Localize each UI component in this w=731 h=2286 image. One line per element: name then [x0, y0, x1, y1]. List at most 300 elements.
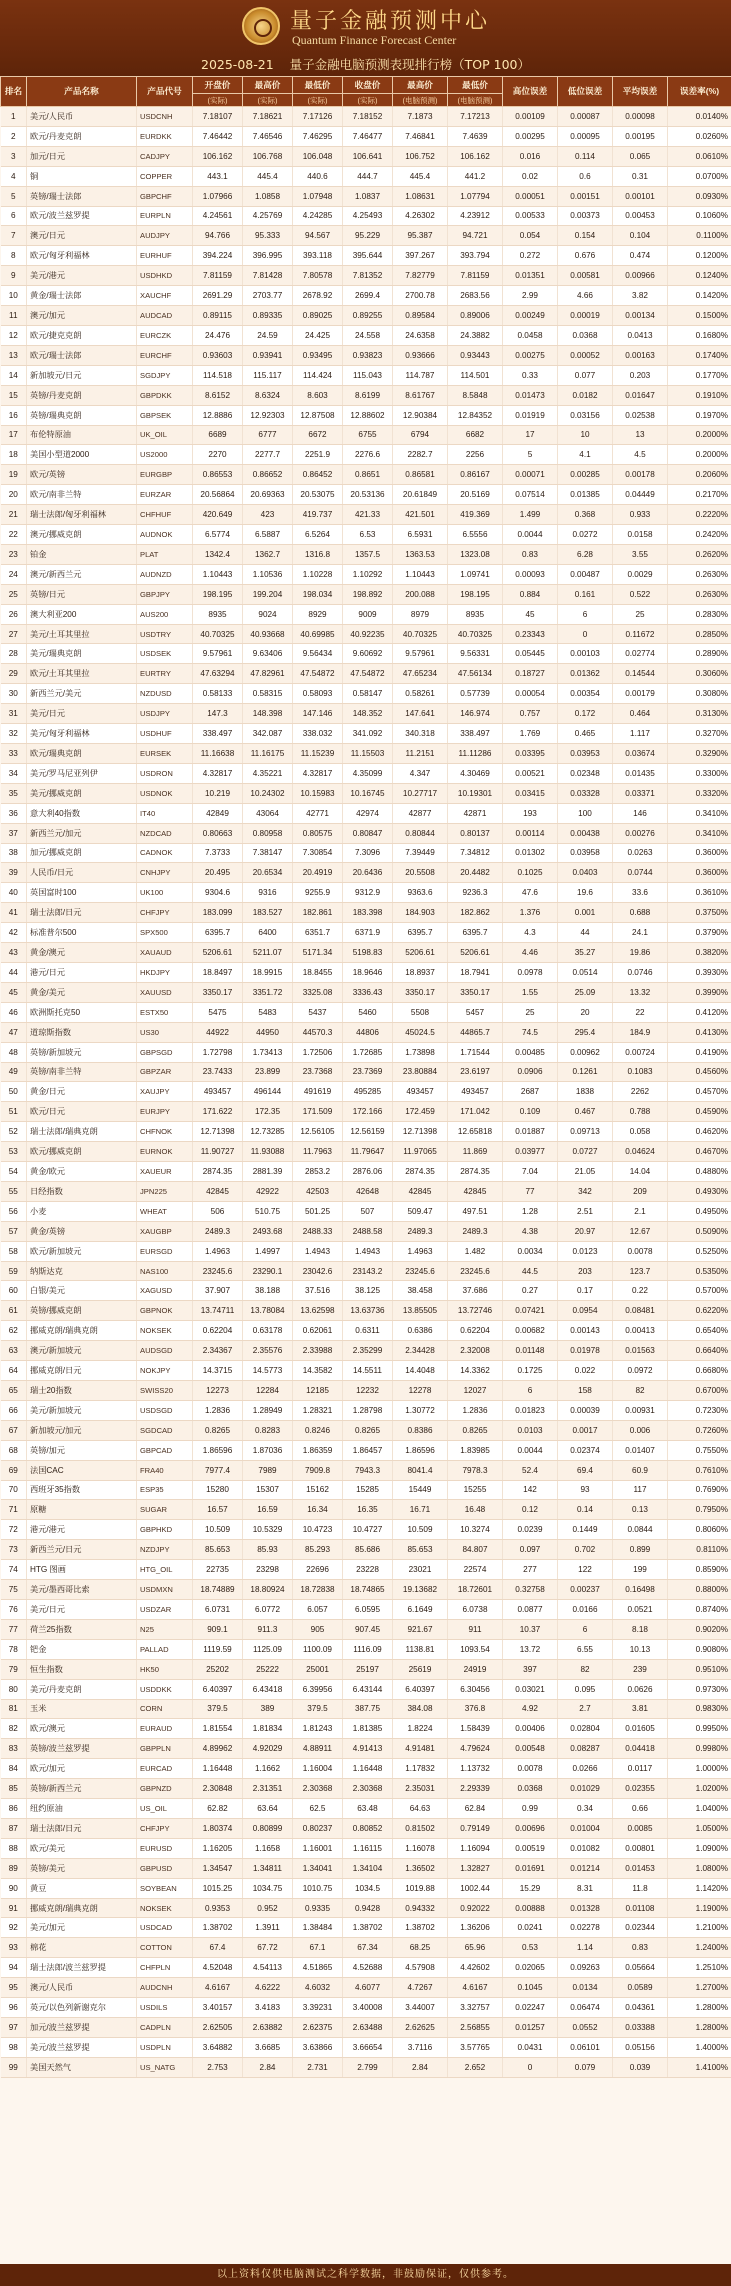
- cell-open: 147.3: [193, 704, 243, 724]
- cell-close: 0.89255: [343, 306, 393, 326]
- cell-err-low: 342: [558, 1181, 613, 1201]
- cell-pred-low: 2874.35: [448, 1162, 503, 1182]
- cell-low: 9.56434: [293, 644, 343, 664]
- cell-err-pct: 0.1970%: [668, 405, 731, 425]
- cell-name: 英镑/美元: [27, 1858, 137, 1878]
- cell-close: 1.86457: [343, 1440, 393, 1460]
- cell-err-low: 20.97: [558, 1221, 613, 1241]
- cell-name: 欧元/日元: [27, 1102, 137, 1122]
- cell-code: USDILS: [137, 1998, 193, 2018]
- cell-high: 7989: [243, 1460, 293, 1480]
- cell-name: 欧元/瑞士法郎: [27, 345, 137, 365]
- cell-pred-high: 5206.61: [393, 943, 448, 963]
- cell-pred-high: 1.73898: [393, 1042, 448, 1062]
- cell-code: USDCAD: [137, 1918, 193, 1938]
- table-row: [1, 2018, 731, 2038]
- cell-code: CHFPLN: [137, 1958, 193, 1978]
- cell-low: 14.3582: [293, 1361, 343, 1381]
- cell-code: XAUCHF: [137, 286, 193, 306]
- cell-name: 瑞士法郎/匈牙利福林: [27, 505, 137, 525]
- cell-high: 0.63178: [243, 1321, 293, 1341]
- cell-close: 1.72685: [343, 1042, 393, 1062]
- cell-low: 7.17126: [293, 107, 343, 127]
- cell-pred-high: 1.86596: [393, 1440, 448, 1460]
- cell-err-high: 0.03395: [503, 744, 558, 764]
- cell-name: 欧元/澳元: [27, 1719, 137, 1739]
- cell-close: 5198.83: [343, 943, 393, 963]
- table-row: [1, 1042, 731, 1062]
- cell-close: 18.74865: [343, 1580, 393, 1600]
- table-row: [1, 1221, 731, 1241]
- cell-close: 15285: [343, 1480, 393, 1500]
- table-row: [1, 1420, 731, 1440]
- cell-err-avg: 0.0263: [613, 843, 668, 863]
- cell-err-low: 0.09713: [558, 1122, 613, 1142]
- cell-err-low: 19.6: [558, 883, 613, 903]
- cell-pred-low: 8935: [448, 604, 503, 624]
- cell-name: 白银/美元: [27, 1281, 137, 1301]
- cell-name: 澳元/加元: [27, 306, 137, 326]
- cell-rank: 16: [1, 405, 27, 425]
- cell-err-low: 0.00373: [558, 206, 613, 226]
- cell-close: 3.40008: [343, 1998, 393, 2018]
- cell-err-low: 93: [558, 1480, 613, 1500]
- cell-high: 20.69363: [243, 485, 293, 505]
- cell-low: 20.4919: [293, 863, 343, 883]
- cell-open: 106.162: [193, 146, 243, 166]
- cell-err-pct: 1.2700%: [668, 1978, 731, 1998]
- cell-err-avg: 0.01563: [613, 1341, 668, 1361]
- table-row: [1, 1341, 731, 1361]
- cell-err-low: 0.02804: [558, 1719, 613, 1739]
- cell-err-pct: 0.2890%: [668, 644, 731, 664]
- cell-name: 小麦: [27, 1201, 137, 1221]
- cell-err-low: 69.4: [558, 1460, 613, 1480]
- cell-pred-low: 2.652: [448, 2057, 503, 2077]
- cell-name: 纽约原油: [27, 1799, 137, 1819]
- table-row: [1, 1460, 731, 1480]
- cell-close: 1.28798: [343, 1400, 393, 1420]
- cell-open: 18.8497: [193, 962, 243, 982]
- cell-err-low: 0.161: [558, 584, 613, 604]
- cell-low: 4.88911: [293, 1739, 343, 1759]
- cell-rank: 75: [1, 1580, 27, 1600]
- cell-err-avg: 0.66: [613, 1799, 668, 1819]
- cell-code: UK_OIL: [137, 425, 193, 445]
- cell-open: 2691.29: [193, 286, 243, 306]
- table-row: [1, 1759, 731, 1779]
- table-row: [1, 684, 731, 704]
- cell-pred-low: 2256: [448, 445, 503, 465]
- cell-open: 12273: [193, 1381, 243, 1401]
- cell-pred-high: 24.6358: [393, 325, 448, 345]
- cell-low: 42503: [293, 1181, 343, 1201]
- cell-pred-low: 1.2836: [448, 1400, 503, 1420]
- cell-close: 1.10292: [343, 564, 393, 584]
- cell-pred-high: 6.5931: [393, 525, 448, 545]
- cell-pred-low: 2489.3: [448, 1221, 503, 1241]
- cell-pred-low: 106.162: [448, 146, 503, 166]
- table-row: [1, 485, 731, 505]
- cell-high: 20.6534: [243, 863, 293, 883]
- cell-err-low: 0.02278: [558, 1918, 613, 1938]
- cell-high: 67.72: [243, 1938, 293, 1958]
- cell-err-pct: 0.2170%: [668, 485, 731, 505]
- cell-err-low: 0.02348: [558, 763, 613, 783]
- cell-name: 美元/丹麦克朗: [27, 1679, 137, 1699]
- cell-err-low: 1.14: [558, 1938, 613, 1958]
- cell-err-avg: 0.0085: [613, 1818, 668, 1838]
- cell-name: 欧元/加元: [27, 1759, 137, 1779]
- cell-pred-low: 2.32008: [448, 1341, 503, 1361]
- cell-pred-high: 1138.81: [393, 1639, 448, 1659]
- cell-err-low: 0.465: [558, 724, 613, 744]
- cell-high: 15307: [243, 1480, 293, 1500]
- cell-open: 171.622: [193, 1102, 243, 1122]
- cell-rank: 8: [1, 246, 27, 266]
- cell-err-pct: 0.2630%: [668, 564, 731, 584]
- cell-pred-low: 5206.61: [448, 943, 503, 963]
- table-row: [1, 186, 731, 206]
- cell-low: 419.737: [293, 505, 343, 525]
- cell-code: AUDCNH: [137, 1978, 193, 1998]
- cell-err-avg: 0.01647: [613, 385, 668, 405]
- cell-close: 2876.06: [343, 1162, 393, 1182]
- cell-name: 人民币/日元: [27, 863, 137, 883]
- cell-err-high: 0.00071: [503, 465, 558, 485]
- cell-high: 496144: [243, 1082, 293, 1102]
- cell-high: 7.81428: [243, 266, 293, 286]
- cell-pred-high: 64.63: [393, 1799, 448, 1819]
- cell-err-high: 0.097: [503, 1540, 558, 1560]
- cell-pred-low: 3.57765: [448, 2037, 503, 2057]
- cell-err-low: 0.00095: [558, 126, 613, 146]
- cell-code: NOKJPY: [137, 1361, 193, 1381]
- cell-pred-high: 15449: [393, 1480, 448, 1500]
- cell-err-avg: 0.0078: [613, 1241, 668, 1261]
- cell-err-high: 7.04: [503, 1162, 558, 1182]
- cell-rank: 45: [1, 982, 27, 1002]
- cell-pred-low: 1323.08: [448, 544, 503, 564]
- cell-code: SGDCAD: [137, 1420, 193, 1440]
- cell-err-avg: 0.00453: [613, 206, 668, 226]
- cell-err-low: 35.27: [558, 943, 613, 963]
- cell-pred-high: 1.30772: [393, 1400, 448, 1420]
- cell-low: 10.4723: [293, 1520, 343, 1540]
- table-row: [1, 1619, 731, 1639]
- cell-code: AUDSGD: [137, 1341, 193, 1361]
- cell-err-avg: 0.203: [613, 365, 668, 385]
- cell-name: 原糖: [27, 1500, 137, 1520]
- cell-high: 7.18621: [243, 107, 293, 127]
- cell-high: 172.35: [243, 1102, 293, 1122]
- cell-pred-low: 12027: [448, 1381, 503, 1401]
- cell-name: 英镑/瑞士法郎: [27, 186, 137, 206]
- cell-err-low: 0.02374: [558, 1440, 613, 1460]
- cell-pred-high: 8979: [393, 604, 448, 624]
- cell-err-avg: 22: [613, 1002, 668, 1022]
- sub-actual: (实际): [343, 94, 393, 107]
- table-row: [1, 1281, 731, 1301]
- cell-open: 40.70325: [193, 624, 243, 644]
- cell-code: EURCZK: [137, 325, 193, 345]
- cell-code: NZDCAD: [137, 823, 193, 843]
- cell-name: 欧元/挪威克朗: [27, 1142, 137, 1162]
- cell-low: 11.7963: [293, 1142, 343, 1162]
- cell-err-avg: 0.04624: [613, 1142, 668, 1162]
- cell-err-low: 0.1261: [558, 1062, 613, 1082]
- table-row: [1, 1361, 731, 1381]
- cell-err-pct: 0.3930%: [668, 962, 731, 982]
- table-body: [1, 107, 731, 2078]
- cell-name: 澳元/日元: [27, 226, 137, 246]
- cell-open: 3.64882: [193, 2037, 243, 2057]
- cell-pred-low: 6.5556: [448, 525, 503, 545]
- cell-pred-high: 7.1873: [393, 107, 448, 127]
- cell-low: 2.30368: [293, 1779, 343, 1799]
- cell-err-pct: 0.9080%: [668, 1639, 731, 1659]
- cell-err-low: 0.06474: [558, 1998, 613, 2018]
- table-row: [1, 883, 731, 903]
- cell-close: 23.7369: [343, 1062, 393, 1082]
- cell-err-pct: 1.0200%: [668, 1779, 731, 1799]
- cell-name: 美元/土耳其里拉: [27, 624, 137, 644]
- cell-code: GBPJPY: [137, 584, 193, 604]
- cell-pred-high: 2489.3: [393, 1221, 448, 1241]
- cell-err-pct: 0.2060%: [668, 465, 731, 485]
- cell-name: 黄豆: [27, 1878, 137, 1898]
- cell-rank: 90: [1, 1878, 27, 1898]
- cell-err-avg: 0.01435: [613, 763, 668, 783]
- cell-pred-low: 393.794: [448, 246, 503, 266]
- cell-code: USDCNH: [137, 107, 193, 127]
- cell-err-avg: 24.1: [613, 923, 668, 943]
- cell-err-avg: 0.0589: [613, 1978, 668, 1998]
- cell-name: HTG 图画: [27, 1560, 137, 1580]
- table-row: [1, 1679, 731, 1699]
- cell-rank: 17: [1, 425, 27, 445]
- cell-open: 420.649: [193, 505, 243, 525]
- cell-err-low: 0.702: [558, 1540, 613, 1560]
- cell-open: 0.80663: [193, 823, 243, 843]
- cell-low: 10.15983: [293, 783, 343, 803]
- cell-rank: 62: [1, 1321, 27, 1341]
- cell-err-pct: 0.8060%: [668, 1520, 731, 1540]
- cell-err-low: 0.079: [558, 2057, 613, 2077]
- cell-high: 8.6324: [243, 385, 293, 405]
- cell-close: 40.92235: [343, 624, 393, 644]
- cell-err-low: 0.01978: [558, 1341, 613, 1361]
- cell-pred-high: 4.57908: [393, 1958, 448, 1978]
- cell-err-pct: 0.3300%: [668, 763, 731, 783]
- table-row: [1, 724, 731, 744]
- cell-open: 183.099: [193, 903, 243, 923]
- cell-pred-high: 397.267: [393, 246, 448, 266]
- cell-err-pct: 0.0700%: [668, 166, 731, 186]
- table-row: [1, 1142, 731, 1162]
- cell-high: 3.4183: [243, 1998, 293, 2018]
- cell-code: US_OIL: [137, 1799, 193, 1819]
- table-row: [1, 1082, 731, 1102]
- cell-high: 3351.72: [243, 982, 293, 1002]
- table-row: [1, 1978, 731, 1998]
- cell-code: ESTX50: [137, 1002, 193, 1022]
- cell-rank: 11: [1, 306, 27, 326]
- cell-err-high: 0.0458: [503, 325, 558, 345]
- cell-err-pct: 0.9980%: [668, 1739, 731, 1759]
- cell-high: 63.64: [243, 1799, 293, 1819]
- cell-low: 3.63866: [293, 2037, 343, 2057]
- cell-err-high: 0.0368: [503, 1779, 558, 1799]
- cell-err-avg: 0.0158: [613, 525, 668, 545]
- cell-close: 63.48: [343, 1799, 393, 1819]
- cell-pred-high: 921.67: [393, 1619, 448, 1639]
- cell-low: 0.62061: [293, 1321, 343, 1341]
- cell-code: US2000: [137, 445, 193, 465]
- cell-err-pct: 1.4000%: [668, 2037, 731, 2057]
- cell-high: 25222: [243, 1659, 293, 1679]
- cell-open: 4.6167: [193, 1978, 243, 1998]
- cell-code: CHFHUF: [137, 505, 193, 525]
- cell-close: 1.81385: [343, 1719, 393, 1739]
- cell-low: 1.28321: [293, 1400, 343, 1420]
- cell-low: 0.80237: [293, 1818, 343, 1838]
- cell-err-pct: 0.3600%: [668, 843, 731, 863]
- col-low: 最低价: [293, 77, 343, 94]
- cell-err-pct: 0.2830%: [668, 604, 731, 624]
- table-row: [1, 1560, 731, 1580]
- cell-name: 美元/日元: [27, 704, 137, 724]
- cell-open: 4.52048: [193, 1958, 243, 1978]
- cell-err-avg: 199: [613, 1560, 668, 1580]
- cell-open: 2.30848: [193, 1779, 243, 1799]
- col-rank: 排名: [1, 77, 27, 107]
- cell-err-avg: 0.464: [613, 704, 668, 724]
- cell-code: PLAT: [137, 544, 193, 564]
- cell-rank: 12: [1, 325, 27, 345]
- table-row: [1, 325, 731, 345]
- header-banner: [0, 0, 731, 76]
- cell-low: 7909.8: [293, 1460, 343, 1480]
- cell-err-high: 1.499: [503, 505, 558, 525]
- cell-err-low: 0.03156: [558, 405, 613, 425]
- cell-err-low: 0.022: [558, 1361, 613, 1381]
- cell-close: 1.16115: [343, 1838, 393, 1858]
- cell-name: 黄金/欧元: [27, 1162, 137, 1182]
- cell-err-avg: 0.04449: [613, 485, 668, 505]
- cell-rank: 18: [1, 445, 27, 465]
- cell-high: 13.78084: [243, 1301, 293, 1321]
- cell-err-pct: 0.6640%: [668, 1341, 731, 1361]
- cell-pred-low: 22574: [448, 1560, 503, 1580]
- cell-low: 8929: [293, 604, 343, 624]
- cell-high: 2.84: [243, 2057, 293, 2077]
- cell-err-pct: 0.8590%: [668, 1560, 731, 1580]
- cell-low: 1.16001: [293, 1838, 343, 1858]
- cell-err-pct: 0.4880%: [668, 1162, 731, 1182]
- cell-close: 2.30368: [343, 1779, 393, 1799]
- cell-err-pct: 1.2800%: [668, 2018, 731, 2038]
- cell-err-high: 15.29: [503, 1878, 558, 1898]
- cell-rank: 31: [1, 704, 27, 724]
- cell-err-low: 6.55: [558, 1639, 613, 1659]
- cell-pred-low: 1.71544: [448, 1042, 503, 1062]
- cell-high: 3.6685: [243, 2037, 293, 2057]
- cell-code: UK100: [137, 883, 193, 903]
- cell-rank: 80: [1, 1679, 27, 1699]
- table-row: [1, 1181, 731, 1201]
- cell-code: NOKSEK: [137, 1898, 193, 1918]
- cell-name: 英镑/丹麦克朗: [27, 385, 137, 405]
- cell-open: 11.90727: [193, 1142, 243, 1162]
- cell-err-avg: 0.01605: [613, 1719, 668, 1739]
- cell-name: 法国CAC: [27, 1460, 137, 1480]
- cell-pred-high: 13.85505: [393, 1301, 448, 1321]
- cell-open: 8935: [193, 604, 243, 624]
- table-row: [1, 1520, 731, 1540]
- cell-rank: 3: [1, 146, 27, 166]
- cell-pred-high: 2.35031: [393, 1779, 448, 1799]
- cell-high: 115.117: [243, 365, 293, 385]
- cell-pred-high: 16.71: [393, 1500, 448, 1520]
- cell-name: 道琼斯指数: [27, 1022, 137, 1042]
- cell-open: 0.8265: [193, 1420, 243, 1440]
- cell-close: 0.58147: [343, 684, 393, 704]
- cell-err-avg: 0.00724: [613, 1042, 668, 1062]
- cell-err-avg: 184.9: [613, 1022, 668, 1042]
- cell-rank: 79: [1, 1659, 27, 1679]
- cell-high: 43064: [243, 803, 293, 823]
- cell-high: 2.31351: [243, 1779, 293, 1799]
- cell-err-avg: 0.1083: [613, 1062, 668, 1082]
- table-row: [1, 823, 731, 843]
- cell-pred-high: 9.57961: [393, 644, 448, 664]
- cell-open: 4.89962: [193, 1739, 243, 1759]
- cell-err-high: 44.5: [503, 1261, 558, 1281]
- cell-code: XAUUSD: [137, 982, 193, 1002]
- cell-err-low: 0.0017: [558, 1420, 613, 1440]
- cell-rank: 26: [1, 604, 27, 624]
- cell-open: 3.40157: [193, 1998, 243, 2018]
- cell-pred-low: 16.48: [448, 1500, 503, 1520]
- cell-code: XAUGBP: [137, 1221, 193, 1241]
- cell-err-high: 0.0906: [503, 1062, 558, 1082]
- sub-pred: (电脑预测): [393, 94, 448, 107]
- cell-pred-high: 6794: [393, 425, 448, 445]
- col-name: 产品名称: [27, 77, 137, 107]
- cell-code: US30: [137, 1022, 193, 1042]
- cell-err-avg: 0.0029: [613, 564, 668, 584]
- cell-name: 瑞士法郎/波兰兹罗提: [27, 1958, 137, 1978]
- cell-pred-low: 7.17213: [448, 107, 503, 127]
- cell-high: 396.995: [243, 246, 293, 266]
- cell-rank: 4: [1, 166, 27, 186]
- cell-open: 12.71398: [193, 1122, 243, 1142]
- cell-err-high: 0.0103: [503, 1420, 558, 1440]
- cell-err-pct: 0.9020%: [668, 1619, 731, 1639]
- cell-err-low: 0.14: [558, 1500, 613, 1520]
- cell-code: CHFJPY: [137, 1818, 193, 1838]
- cell-name: 美元/日元: [27, 1599, 137, 1619]
- table-row: [1, 1699, 731, 1719]
- cell-rank: 37: [1, 823, 27, 843]
- cell-close: 9312.9: [343, 883, 393, 903]
- cell-high: 0.89335: [243, 306, 293, 326]
- col-pred-high: 最高价: [393, 77, 448, 94]
- cell-err-low: 0.00143: [558, 1321, 613, 1341]
- cell-err-pct: 0.7610%: [668, 1460, 731, 1480]
- cell-open: 6.0731: [193, 1599, 243, 1619]
